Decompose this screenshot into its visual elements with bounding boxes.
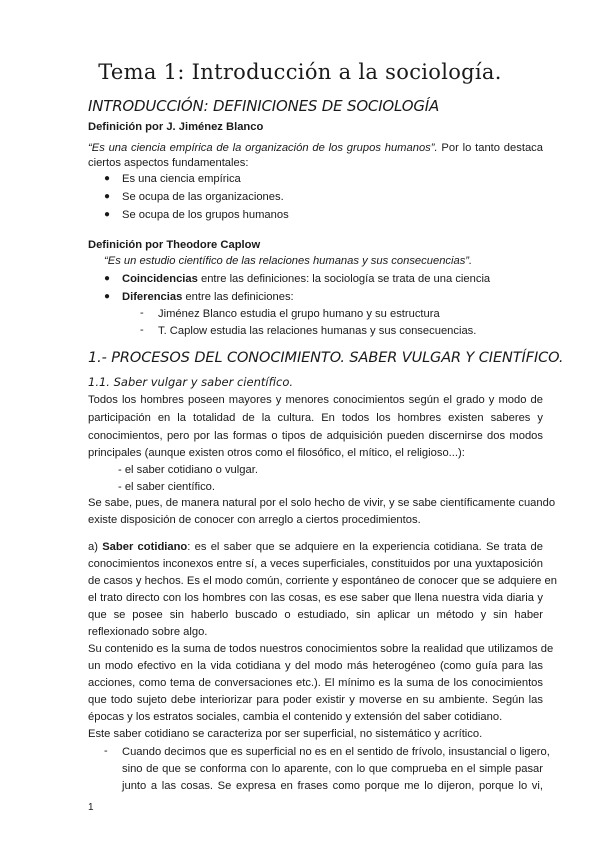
section1-subheading: 1.1. Saber vulgar y saber científico. <box>88 375 294 389</box>
paragraph-line: existe disposición de conocer con arreglo a ciertos procedimientos. <box>88 514 421 526</box>
def1-quote: “Es una ciencia empírica de la organización de los grupos humanos”. <box>88 142 438 154</box>
dash-marker: - <box>140 307 144 319</box>
paragraph-line: de casos y hechos. Es el modo común, corriente y espontáneo de conocer que se adquiere en <box>88 575 557 587</box>
paragraph-line: Su contenido es la suma de todos nuestros conocimientos sobre la realidad que utilizamos de <box>88 643 554 655</box>
a-label: a) <box>88 541 103 553</box>
list-item: - el saber cotidiano o vulgar. <box>118 464 258 476</box>
bullet-icon: ● <box>104 273 111 284</box>
bullet-icon: ● <box>104 209 111 220</box>
def1-after-quote: Por lo tanto destaca <box>437 142 543 154</box>
paragraph-line: principales (aunque existen otros como el filosófico, el mítico, el religioso...): <box>88 447 465 459</box>
dash-marker: - <box>104 745 108 757</box>
paragraph-line: participación en la totalidad de la cultura. En todos los hombres existen saberes y <box>88 412 543 424</box>
page-number: 1 <box>88 802 94 813</box>
paragraph-line: conocimientos inconexos entre sí, a veces superficiales, constituidos por una yuxtaposición <box>88 558 543 570</box>
saber-cotidiano-line <box>88 540 543 554</box>
a-first: : es el saber que se adquiere en la experiencia cotidiana. Se trata de <box>187 541 543 553</box>
def2-bullet-1 <box>122 272 490 286</box>
paragraph-line: junto a las cosas. Se expresa en frases como porque me lo dijeron, porque lo vi, <box>122 780 543 792</box>
paragraph-line: Todos los hombres poseen mayores y menores conocimientos según el grado y modo de <box>88 394 543 406</box>
def2-b2-rest: entre las definiciones: <box>182 291 294 303</box>
bullet-icon: ● <box>104 291 111 302</box>
bullet-icon: ● <box>104 191 111 202</box>
paragraph-line: Se sabe, pues, de manera natural por el solo hecho de vivir, y se sabe científicamente cuando <box>88 497 556 509</box>
paragraph-line: Este saber cotidiano se caracteriza por ser superficial, no sistemático y acrítico. <box>88 728 483 740</box>
def2-dash: T. Caplow estudia las relaciones humanas y sus consecuencias. <box>158 325 477 337</box>
paragraph-line: conocimientos, pero por las formas o tipos de adquisición pueden discernirse dos modos <box>88 430 543 442</box>
def1-quote-line <box>88 141 543 155</box>
def2-bullet-2 <box>122 290 294 304</box>
list-item: - el saber científico. <box>118 481 216 493</box>
def1-bullet: Es una ciencia empírica <box>122 173 241 185</box>
paragraph-line: el trato directo con los hombres con las cosas, es ese saber que llena nuestra vida diaria y <box>88 592 543 604</box>
intro-heading: INTRODUCCIÓN: DEFINICIONES DE SOCIOLOGÍA <box>88 97 440 115</box>
page-title: Tema 1: Introducción a la sociología. <box>98 60 502 84</box>
paragraph-line: reflexionado sobre algo. <box>88 626 208 638</box>
def2-b1-bold: Coincidencias <box>122 273 198 285</box>
paragraph-line: que se posee sin haberlo buscado o estudiado, sin aplicar un método y sin haber <box>88 609 543 621</box>
def1-bullet: Se ocupa de las organizaciones. <box>122 191 284 203</box>
paragraph-line: sino de que se conforma con lo aparente, con lo que comprueba en el simple pasar <box>122 763 543 775</box>
def1-bullet: Se ocupa de los grupos humanos <box>122 209 289 221</box>
section1-heading: 1.- PROCESOS DEL CONOCIMIENTO. SABER VULGAR Y CIENTÍFICO. <box>88 350 564 366</box>
paragraph-line: Cuando decimos que es superficial no es en el sentido de frívolo, insustancial o ligero, <box>122 746 550 758</box>
def1-line2: ciertos aspectos fundamentales: <box>88 157 249 169</box>
paragraph-line: que todo sujeto debe interiorizar para poder existir y moverse en su ambiente. Según las <box>88 694 543 706</box>
def2-b1-rest: entre las definiciones: la sociología se trata de una ciencia <box>197 273 491 285</box>
def2-heading: Definición por Theodore Caplow <box>88 239 261 251</box>
paragraph-line: un modo efectivo en la vida cotidiana y del modo más heterogéneo (como guía para las <box>88 660 543 672</box>
def2-dash: Jiménez Blanco estudia el grupo humano y su estructura <box>158 308 440 320</box>
def2-b2-bold: Diferencias <box>122 291 183 303</box>
dash-marker: - <box>140 324 144 336</box>
def2-quote: “Es un estudio científico de las relaciones humanas y sus consecuencias”. <box>104 255 473 267</box>
def1-heading: Definición por J. Jiménez Blanco <box>88 121 264 133</box>
paragraph-line: épocas y los estratos sociales, cambia el contenido y extensión del saber cotidiano. <box>88 711 503 723</box>
a-bold: Saber cotidiano <box>102 541 188 553</box>
bullet-icon: ● <box>104 173 111 184</box>
paragraph-line: acciones, como tema de conversaciones etc.). El mínimo es la suma de los conocimientos <box>88 677 543 689</box>
